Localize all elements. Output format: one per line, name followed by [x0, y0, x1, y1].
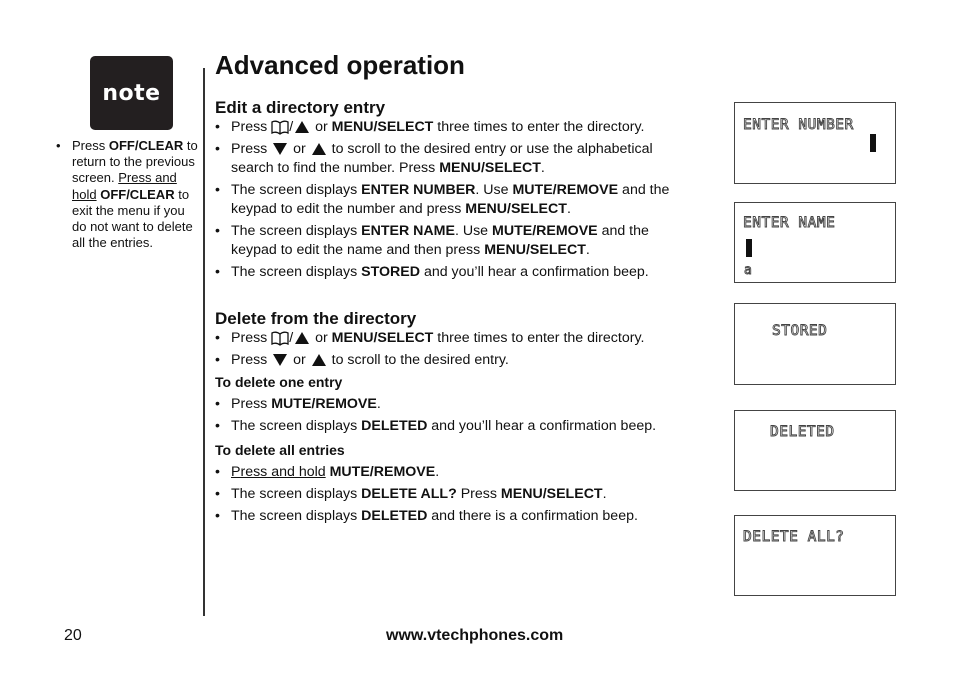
- lcd-char: a: [744, 263, 753, 278]
- up-arrow-icon: [295, 121, 309, 133]
- lcd-deleted: [734, 410, 896, 491]
- directory-book-icon: [271, 331, 289, 346]
- list-item: • Press and hold MUTE/REMOVE.: [215, 464, 440, 480]
- up-arrow-icon: [295, 332, 309, 344]
- lcd-text: DELETE ALL?: [743, 529, 845, 545]
- list-item: • Press MUTE/REMOVE.: [215, 396, 381, 412]
- lcd-cursor: [870, 134, 876, 152]
- lcd-text: STORED: [772, 323, 828, 339]
- lcd-text: DELETED: [770, 424, 835, 440]
- lcd-text: ENTER NAME: [743, 215, 836, 231]
- note-badge: [90, 56, 173, 130]
- list-item: • The screen displays ENTER NUMBER. Use MUTE/REMOVE and the keypad to edit the number and press MENU/SELECT.: [215, 182, 670, 217]
- lcd-delete-all: [734, 515, 896, 596]
- page-title: Advanced operation: [215, 50, 465, 80]
- delete-section: [215, 309, 695, 529]
- lcd-stored: [734, 303, 896, 385]
- delete-heading: Delete from the directory: [215, 309, 417, 328]
- list-item: • The screen displays DELETE ALL? Press MENU/SELECT.: [215, 486, 607, 502]
- up-arrow-icon: [312, 143, 326, 155]
- edit-heading: Edit a directory entry: [215, 98, 386, 117]
- note-bullet: •: [56, 138, 61, 153]
- note-text: Press OFF/CLEAR to return to the previous screen. Press and hold OFF/CLEAR to exit the menu if you do not want to delete all the entries.: [72, 138, 198, 251]
- down-arrow-icon: [273, 354, 287, 366]
- note-label: note: [102, 80, 161, 106]
- footer-url[interactable]: www.vtechphones.com: [386, 627, 564, 644]
- lcd-cursor: [746, 239, 752, 257]
- list-item: • Press / or MENU/SELECT three times to enter the directory.: [215, 119, 645, 135]
- list-item: • The screen displays DELETED and you’ll hear a confirmation beep.: [215, 418, 657, 434]
- list-item: • Press or to scroll to the desired entry.: [215, 352, 509, 368]
- edit-section: [215, 98, 695, 285]
- list-item: • The screen displays STORED and you’ll hear a confirmation beep.: [215, 264, 649, 280]
- directory-book-icon: [271, 120, 289, 135]
- lcd-text: ENTER NUMBER: [743, 117, 854, 133]
- list-item: • The screen displays DELETED and there is a confirmation beep.: [215, 508, 638, 524]
- down-arrow-icon: [273, 143, 287, 155]
- note-sidebar: [56, 138, 201, 251]
- list-item: • Press or to scroll to the desired entry or use the alphabetical search to find the number. Press MENU/SELECT.: [215, 141, 653, 176]
- up-arrow-icon: [312, 354, 326, 366]
- lcd-enter-name: [734, 202, 896, 283]
- page-number: 20: [64, 627, 82, 644]
- column-divider: [203, 68, 205, 616]
- list-item: • The screen displays ENTER NAME. Use MUTE/REMOVE and the keypad to edit the name and then press MENU/SELECT.: [215, 223, 649, 258]
- delete-all-heading: To delete all entries: [215, 442, 345, 458]
- list-item: • Press / or MENU/SELECT three times to enter the directory.: [215, 330, 645, 346]
- delete-one-heading: To delete one entry: [215, 374, 343, 390]
- lcd-enter-number: [734, 102, 896, 184]
